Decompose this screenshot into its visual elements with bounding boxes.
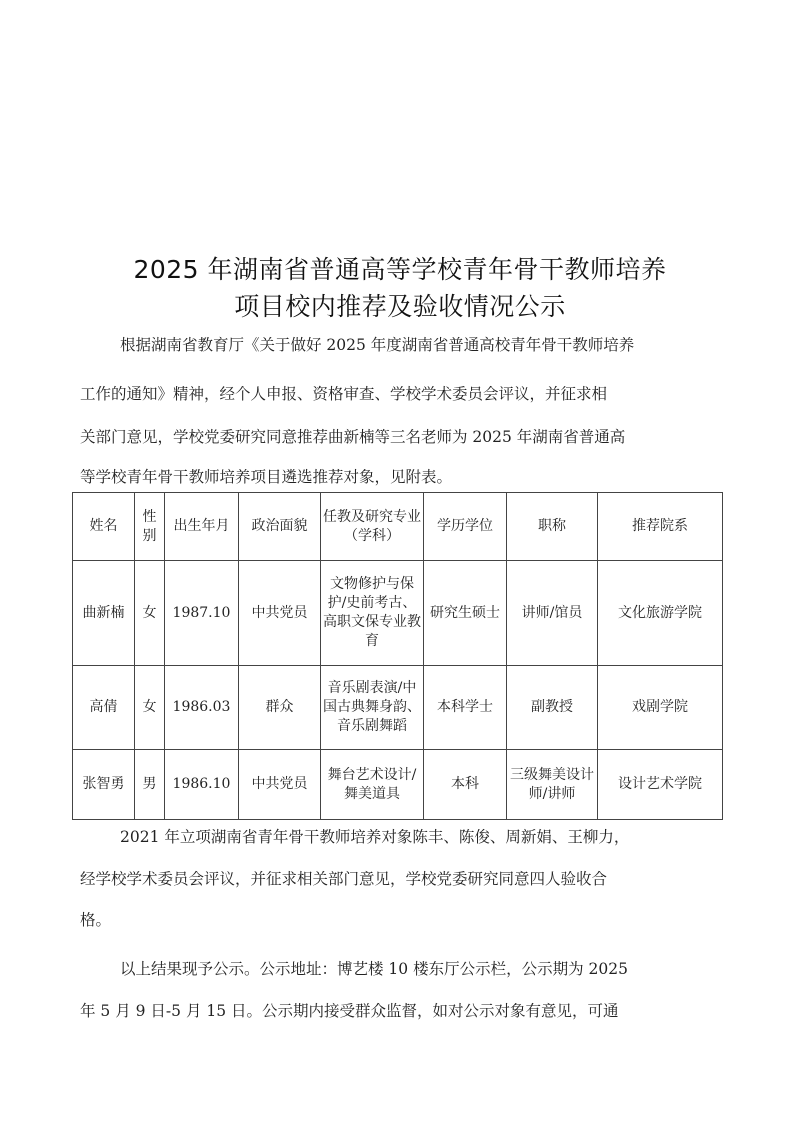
- cell-title: 讲师/馆员: [507, 561, 598, 666]
- cell-birth: 1986.03: [165, 666, 239, 750]
- cell-name: 张智勇: [73, 750, 135, 820]
- header-education: 学历学位: [424, 493, 507, 561]
- table-header-row: [73, 493, 723, 561]
- cell-education: 本科学士: [424, 666, 507, 750]
- publicity-line-1: 以上结果现予公示。公示地址：博艺楼 10 楼东厅公示栏，公示期为 2025: [120, 960, 628, 978]
- cell-department: 文化旅游学院: [598, 561, 723, 666]
- candidates-table: [72, 492, 723, 820]
- cell-political: 中共党员: [239, 561, 321, 666]
- cell-birth: 1987.10: [165, 561, 239, 666]
- cell-name: 高倩: [73, 666, 135, 750]
- cell-political: 群众: [239, 666, 321, 750]
- table-row: [73, 666, 723, 750]
- cell-title: 三级舞美设计师/讲师: [507, 750, 598, 820]
- header-department: 推荐院系: [598, 493, 723, 561]
- cell-name: 曲新楠: [73, 561, 135, 666]
- cell-department: 设计艺术学院: [598, 750, 723, 820]
- header-name: 姓名: [73, 493, 135, 561]
- intro-line-2: 工作的通知》精神，经个人申报、资格审查、学校学术委员会评议，并征求相: [80, 385, 608, 403]
- cell-title: 副教授: [507, 666, 598, 750]
- document-title-line-2: 项目校内推荐及验收情况公示: [234, 292, 566, 321]
- header-title: 职称: [507, 493, 598, 561]
- intro-line-1: 根据湖南省教育厅《关于做好 2025 年度湖南省普通高校青年骨干教师培养: [120, 336, 635, 354]
- acceptance-line-1: 2021 年立项湖南省青年骨干教师培养对象陈丰、陈俊、周新娟、王柳力，: [120, 828, 630, 846]
- table-row: [73, 750, 723, 820]
- header-gender: 性别: [135, 493, 165, 561]
- acceptance-line-2: 经学校学术委员会评议，并征求相关部门意见，学校党委研究同意四人验收合: [80, 870, 608, 888]
- cell-subject: 舞台艺术设计/舞美道具: [321, 750, 424, 820]
- cell-gender: 女: [135, 666, 165, 750]
- acceptance-line-3: 格。: [80, 911, 112, 929]
- cell-education: 本科: [424, 750, 507, 820]
- cell-political: 中共党员: [239, 750, 321, 820]
- intro-line-4: 等学校青年骨干教师培养项目遴选推荐对象，见附表。: [80, 468, 453, 486]
- header-birth: 出生年月: [165, 493, 239, 561]
- cell-department: 戏剧学院: [598, 666, 723, 750]
- document-title-line-1: 2025 年湖南省普通高等学校青年骨干教师培养: [133, 255, 667, 284]
- cell-subject: 音乐剧表演/中国古典舞身韵、音乐剧舞蹈: [321, 666, 424, 750]
- cell-education: 研究生硕士: [424, 561, 507, 666]
- header-political: 政治面貌: [239, 493, 321, 561]
- cell-subject: 文物修护与保护/史前考古、高职文保专业教育: [321, 561, 424, 666]
- table-row: [73, 561, 723, 666]
- cell-birth: 1986.10: [165, 750, 239, 820]
- intro-line-3: 关部门意见，学校党委研究同意推荐曲新楠等三名老师为 2025 年湖南省普通高: [80, 428, 626, 446]
- cell-gender: 男: [135, 750, 165, 820]
- publicity-line-2: 年 5 月 9 日-5 月 15 日。公示期内接受群众监督，如对公示对象有意见，可通: [80, 1002, 619, 1020]
- cell-gender: 女: [135, 561, 165, 666]
- header-subject: 任教及研究专业（学科）: [321, 493, 424, 561]
